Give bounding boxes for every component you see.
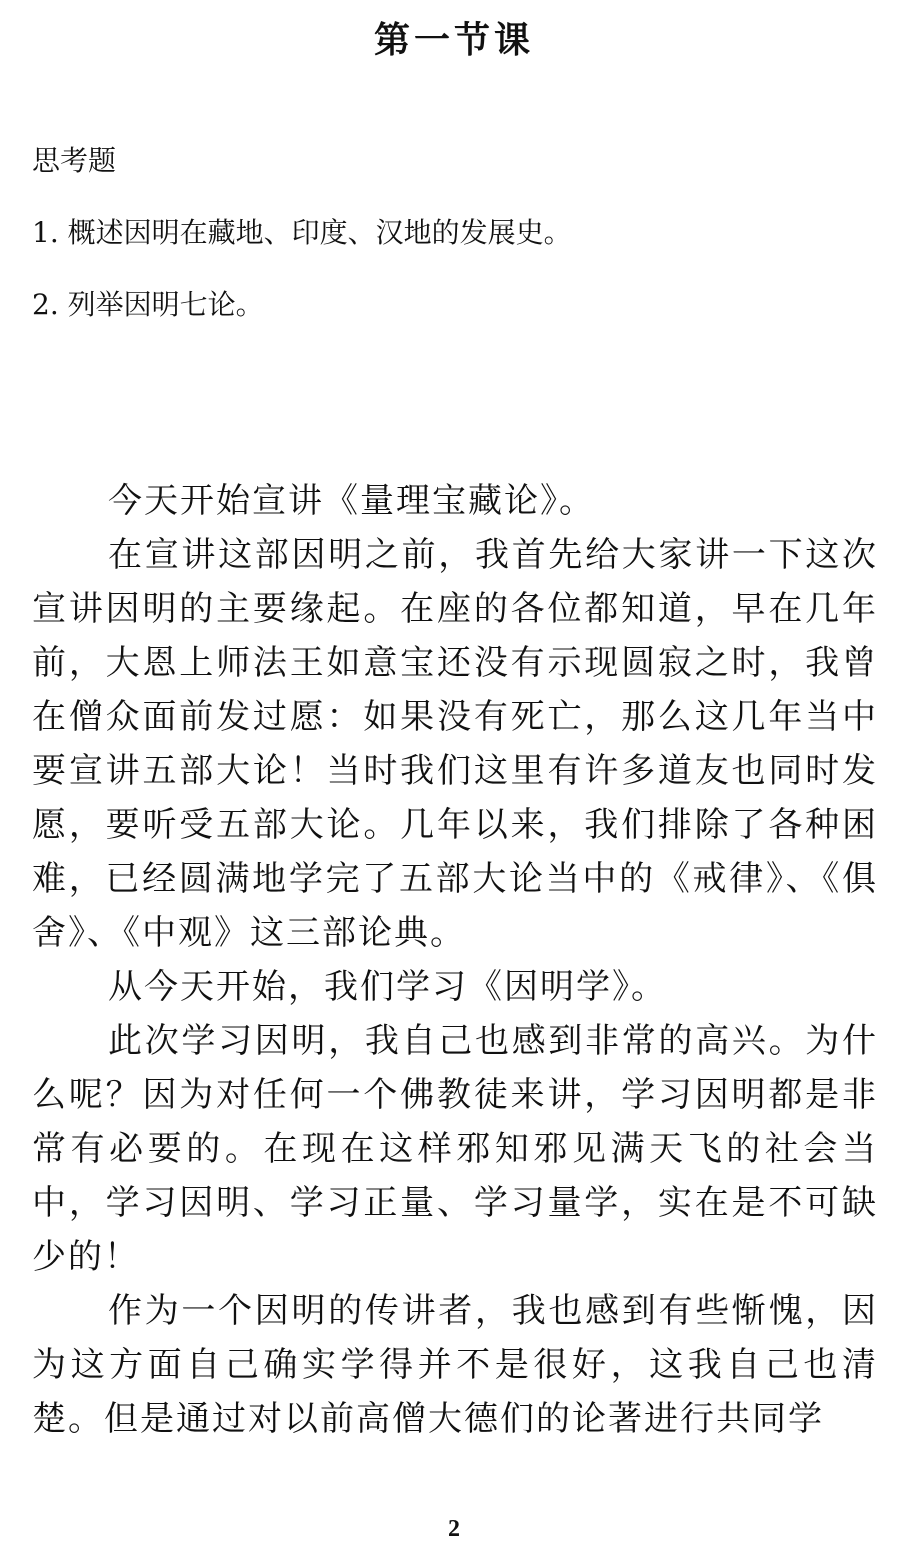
- paragraph: 此次学习因明，我自己也感到非常的高兴。为什么呢？因为对任何一个佛教徒来讲，学习因明都是非常有必要的。在现在这样邪知邪见满天飞的社会当中，学习因明、学习正量、学习量学，实在是不可缺少的！: [32, 1021, 878, 1277]
- paragraph: 在宣讲这部因明之前，我首先给大家讲一下这次宣讲因明的主要缘起。在座的各位都知道，早在几年前，大恩上师法王如意宝还没有示现圆寂之时，我曾在僧众面前发过愿：如果没有死亡，那么这几年当中要宣讲五部大论！当时我们这里有许多道友也同时发愿，要听受五部大论。几年以来，我们排除了各种困难，已经圆满地学完了五部大论当中的《戒律》、《俱舍》、《中观》这三部论典。: [32, 535, 878, 953]
- discussion-questions: [32, 138, 872, 354]
- questions-heading: 思考题: [32, 144, 117, 177]
- lecture-body: [32, 474, 878, 1446]
- question-item: 1. 概述因明在藏地、印度、汉地的发展史。: [32, 216, 572, 249]
- page-title: 第一节课: [373, 19, 534, 61]
- paragraph: 从今天开始，我们学习《因明学》。: [108, 967, 667, 1007]
- paragraph: 今天开始宣讲《量理宝藏论》。: [108, 481, 595, 521]
- question-item: 2. 列举因明七论。: [32, 288, 264, 321]
- page-number: 2: [448, 1516, 460, 1542]
- paragraph: 作为一个因明的传讲者，我也感到有些惭愧，因为这方面自己确实学得并不是很好，这我自己也清楚。但是通过对以前高僧大德们的论著进行共同学: [32, 1291, 878, 1439]
